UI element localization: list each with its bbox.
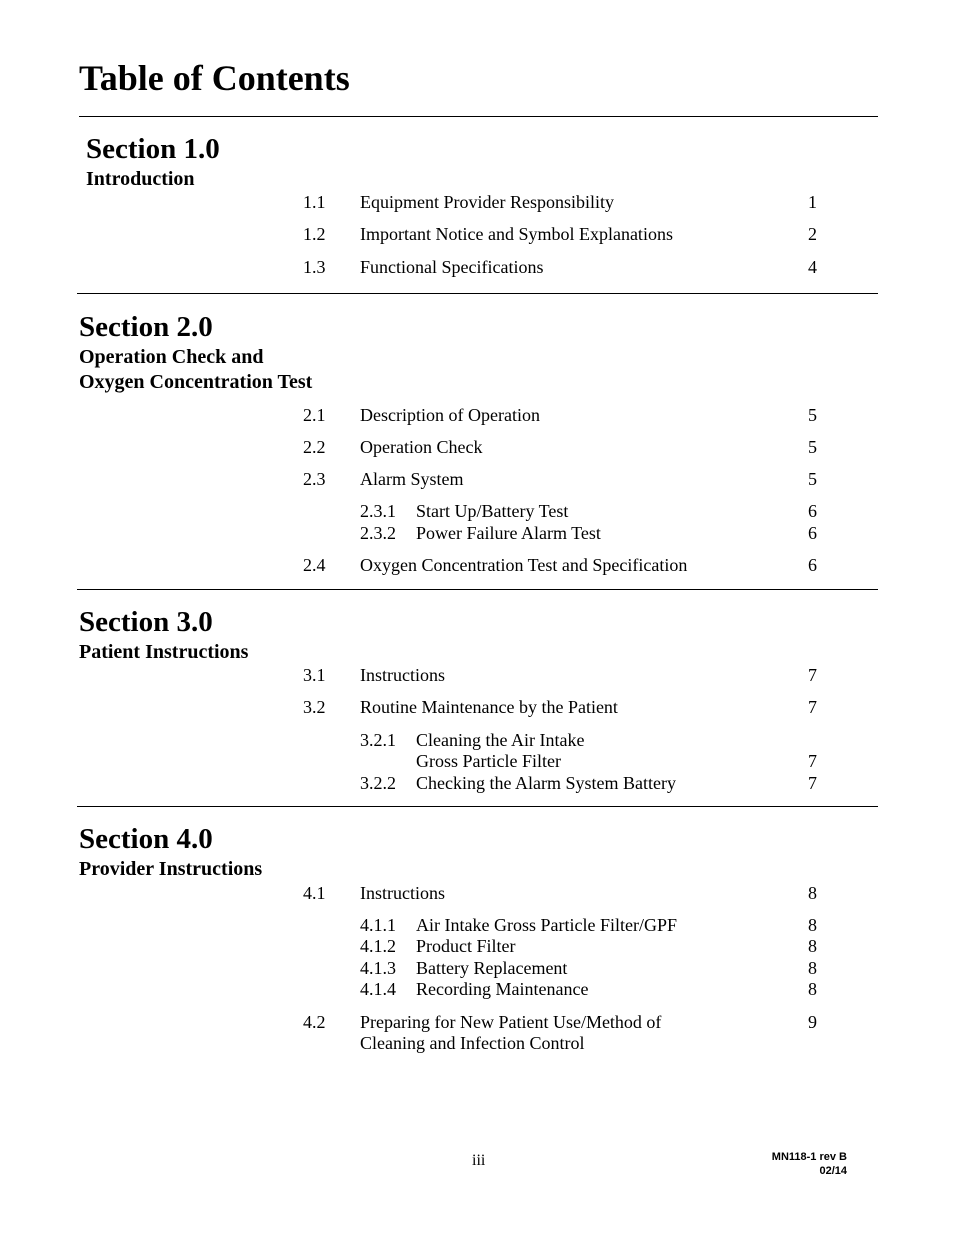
subentry-title[interactable]: Battery Replacement <box>416 958 568 978</box>
entry-number: 3.1 <box>303 665 326 685</box>
entry-page[interactable]: 5 <box>808 437 817 457</box>
entry-number: 2.4 <box>303 555 326 575</box>
entry-title[interactable]: Instructions <box>360 665 445 685</box>
entry-page[interactable]: 8 <box>808 936 817 956</box>
entry-page[interactable]: 5 <box>808 469 817 489</box>
entry-title-continued[interactable]: Cleaning and Infection Control <box>360 1033 585 1053</box>
section-subtitle: Operation Check and <box>79 346 264 368</box>
subentry-title-continued[interactable]: Gross Particle Filter <box>416 751 561 771</box>
entry-page[interactable]: 7 <box>808 665 817 685</box>
entry-page[interactable]: 9 <box>808 1012 817 1032</box>
page-title: Table of Contents <box>79 58 350 98</box>
entry-number: 2.2 <box>303 437 326 457</box>
entry-number: 1.3 <box>303 257 326 277</box>
entry-number: 2.3 <box>303 469 326 489</box>
section-heading: Section 2.0 <box>79 311 213 343</box>
section-heading: Section 3.0 <box>79 606 213 638</box>
entry-number: 1.2 <box>303 224 326 244</box>
subentry-title[interactable]: Recording Maintenance <box>416 979 589 999</box>
entry-title[interactable]: Equipment Provider Responsibility <box>360 192 614 212</box>
subentry-number: 4.1.3 <box>360 958 396 978</box>
entry-title[interactable]: Functional Specifications <box>360 257 544 277</box>
section-subtitle: Patient Instructions <box>79 641 249 663</box>
entry-title[interactable]: Preparing for New Patient Use/Method of <box>360 1012 662 1032</box>
entry-page[interactable]: 6 <box>808 501 817 521</box>
divider <box>79 116 878 117</box>
section-subtitle: Provider Instructions <box>79 858 263 880</box>
entry-page[interactable]: 8 <box>808 915 817 935</box>
entry-title[interactable]: Instructions <box>360 883 445 903</box>
entry-page[interactable]: 4 <box>808 257 817 277</box>
entry-title[interactable]: Routine Maintenance by the Patient <box>360 697 618 717</box>
entry-number: 2.1 <box>303 405 326 425</box>
entry-page[interactable]: 8 <box>808 979 817 999</box>
entry-page[interactable]: 8 <box>808 883 817 903</box>
subentry-number: 3.2.2 <box>360 773 396 793</box>
section-subtitle: Oxygen Concentration Test <box>79 371 313 393</box>
entry-page[interactable]: 1 <box>808 192 817 212</box>
entry-page[interactable]: 7 <box>808 751 817 771</box>
subentry-title[interactable]: Power Failure Alarm Test <box>416 523 601 543</box>
divider <box>77 589 878 590</box>
subentry-number: 3.2.1 <box>360 730 396 750</box>
entry-number: 3.2 <box>303 697 326 717</box>
divider <box>77 293 878 294</box>
document-id: MN118-1 rev B <box>771 1151 847 1163</box>
entry-page[interactable]: 5 <box>808 405 817 425</box>
subentry-title[interactable]: Air Intake Gross Particle Filter/GPF <box>416 915 677 935</box>
subentry-title[interactable]: Checking the Alarm System Battery <box>416 773 676 793</box>
subentry-title[interactable]: Start Up/Battery Test <box>416 501 569 521</box>
entry-number: 4.2 <box>303 1012 326 1032</box>
subentry-number: 2.3.1 <box>360 501 396 521</box>
subentry-title[interactable]: Cleaning the Air Intake <box>416 730 585 750</box>
document-date: 02/14 <box>819 1165 847 1177</box>
section-subtitle: Introduction <box>86 168 195 190</box>
entry-title[interactable]: Important Notice and Symbol Explanations <box>360 224 673 244</box>
entry-title[interactable]: Description of Operation <box>360 405 540 425</box>
entry-page[interactable]: 7 <box>808 697 817 717</box>
section-heading: Section 4.0 <box>79 823 213 855</box>
entry-page[interactable]: 2 <box>808 224 817 244</box>
entry-page[interactable]: 7 <box>808 773 817 793</box>
page-number: iii <box>472 1152 486 1169</box>
subentry-number: 2.3.2 <box>360 523 396 543</box>
subentry-number: 4.1.4 <box>360 979 396 999</box>
divider <box>77 806 878 807</box>
section-heading: Section 1.0 <box>86 133 220 165</box>
entry-page[interactable]: 6 <box>808 555 817 575</box>
subentry-title[interactable]: Product Filter <box>416 936 516 956</box>
subentry-number: 4.1.1 <box>360 915 396 935</box>
entry-number: 1.1 <box>303 192 326 212</box>
entry-number: 4.1 <box>303 883 326 903</box>
entry-page[interactable]: 6 <box>808 523 817 543</box>
entry-title[interactable]: Alarm System <box>360 469 464 489</box>
entry-page[interactable]: 8 <box>808 958 817 978</box>
entry-title[interactable]: Operation Check <box>360 437 483 457</box>
entry-title[interactable]: Oxygen Concentration Test and Specification <box>360 555 688 575</box>
subentry-number: 4.1.2 <box>360 936 396 956</box>
